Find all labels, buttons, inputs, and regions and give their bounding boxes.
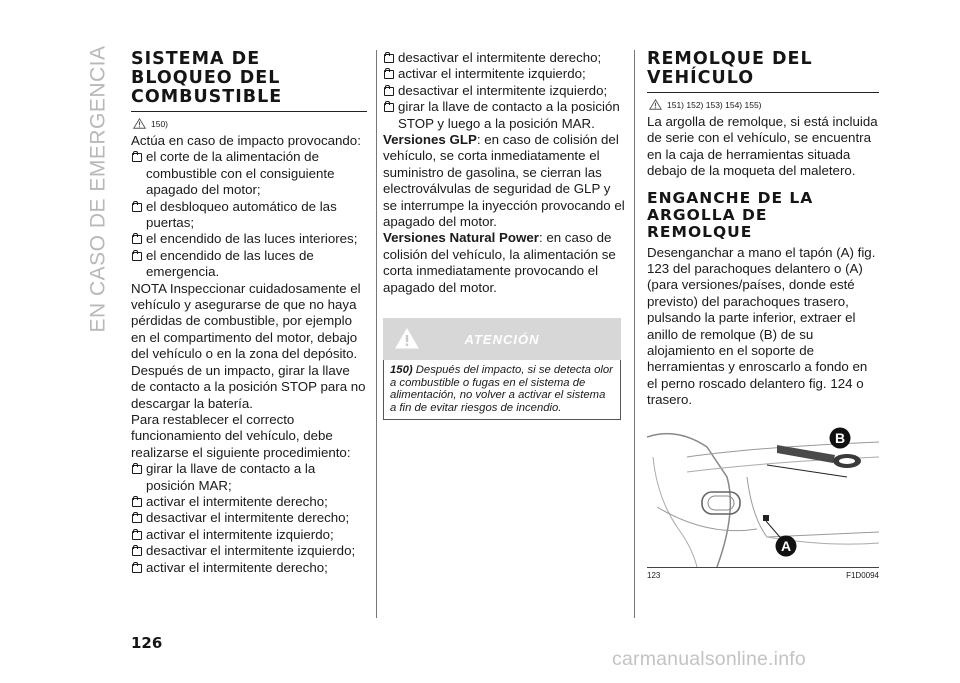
column-fuel-cutoff-continued xyxy=(383,50,625,420)
list-item: el encendido de las luces interiores; xyxy=(131,231,367,247)
subheading-tow-ring: ENGANCHE DE LA ARGOLLA DE REMOLQUE xyxy=(647,188,814,241)
glp-paragraph xyxy=(383,132,625,230)
column-towing xyxy=(647,50,879,580)
chapter-title-text: EN CASO DE EMERGENCIA xyxy=(87,45,110,333)
warning-ref-number: 150) xyxy=(151,118,169,129)
procedure-step: activar el intermitente derecho; xyxy=(131,560,367,576)
warning-triangle-icon xyxy=(133,118,146,129)
paragraph: Después de un impacto, girar la llave de contacto a la posición STOP para no descargar la batería. xyxy=(131,362,366,411)
procedure-step: girar la llave de contacto a la posición MAR; xyxy=(131,461,367,494)
section-heading-towing: REMOLQUE DEL VEHÍCULO xyxy=(647,50,879,93)
procedure-step: activar el intermitente izquierdo; xyxy=(131,527,367,543)
instructions-text: Desenganchar a mano el tapón (A) fig. 123 del parachoques delantero o (A) (para versiones/países, donde esté previsto) del parachoques trasero, pulsando la parte inferior, extraer el anillo de remolque (B) de su alojamiento en el soporte de herramientas y enroscarlo a fondo en el perno roscado delantero fig. 124 o trasero. xyxy=(647,244,876,408)
procedure-step: activar el intermitente derecho; xyxy=(131,494,367,510)
label-b: B xyxy=(834,429,846,446)
figure-caption xyxy=(647,571,879,580)
figure-number: 123 xyxy=(647,570,661,580)
warning-triangle-icon xyxy=(395,328,419,349)
procedure-step: desactivar el intermitente izquierdo; xyxy=(383,83,625,99)
warning-ref-numbers: 151) 152) 153) 154) 155) xyxy=(667,99,762,110)
list-item: el corte de la alimentación de combustible con el consiguiente apagado del motor; xyxy=(131,149,367,198)
attention-text: Después del impacto, si se detecta olor a combustible o fugas en el sistema de alimentación, no volver a activar el sistema a fin de evitar riesgos de incendio. xyxy=(390,364,613,414)
column-fuel-cutoff xyxy=(131,50,367,576)
figure-code: F1D0094 xyxy=(846,570,879,580)
procedure-step: desactivar el intermitente derecho; xyxy=(131,510,367,526)
list-item: el desbloqueo automático de las puertas; xyxy=(131,199,367,232)
attention-ref-number: 150) xyxy=(390,364,413,377)
list-item: el encendido de las luces de emergencia. xyxy=(131,248,367,281)
attention-header xyxy=(383,318,621,360)
chapter-side-title xyxy=(84,44,114,334)
glp-lead: Versiones GLP xyxy=(383,132,477,148)
page-number: 126 xyxy=(131,634,163,652)
procedure-step: activar el intermitente izquierdo; xyxy=(383,66,625,82)
tow-ring-figure xyxy=(647,417,879,568)
natural-power-paragraph xyxy=(383,230,625,296)
attention-title: ATENCIÓN xyxy=(464,331,540,347)
procedure-step: girar la llave de contacto a la posición STOP y luego a la posición MAR. xyxy=(383,99,625,132)
label-a: A xyxy=(780,537,792,554)
note-text: NOTA Inspeccionar cuidadosamente el vehículo y asegurarse de que no haya pérdidas de combustible, por ejemplo en el compartimento del motor, debajo del vehículo o en la zona del depósito. xyxy=(131,280,361,362)
column-divider-2 xyxy=(634,50,635,618)
warning-triangle-icon xyxy=(649,99,662,110)
natural-power-lead: Versiones Natural Power xyxy=(383,230,539,246)
attention-box xyxy=(383,318,621,420)
section-heading-fuel-cutoff: SISTEMA DE BLOQUEO DEL COMBUSTIBLE xyxy=(131,50,367,112)
warning-reference xyxy=(133,118,367,129)
attention-body xyxy=(383,360,621,420)
intro-text: La argolla de remolque, si está incluida de serie con el vehículo, se encuentra en la caja de herramientas situada debajo de la moqueta del maletero. xyxy=(647,114,878,179)
procedure-step: desactivar el intermitente izquierdo; xyxy=(131,543,367,559)
natural-power-text: : en caso de colisión del vehículo, la alimentación se corta inmediatamente provocando el apagado del motor. xyxy=(383,230,616,295)
warning-reference xyxy=(649,99,879,110)
glp-text: : en caso de colisión del vehículo, se corta inmediatamente el suministro de gasolina, se cierran las electroválvulas de seguridad de GLP y se interrumpe la inyección provocando el apagado del motor. xyxy=(383,132,625,230)
intro-text: Actúa en caso de impacto provocando: xyxy=(131,133,361,148)
watermark-text: carmanualsonline.info xyxy=(612,648,806,670)
procedure-step: desactivar el intermitente derecho; xyxy=(383,50,625,66)
paragraph: Para restablecer el correcto funcionamiento del vehículo, debe realizarse el siguiente procedimiento: xyxy=(131,411,351,460)
column-divider-1 xyxy=(376,50,377,618)
